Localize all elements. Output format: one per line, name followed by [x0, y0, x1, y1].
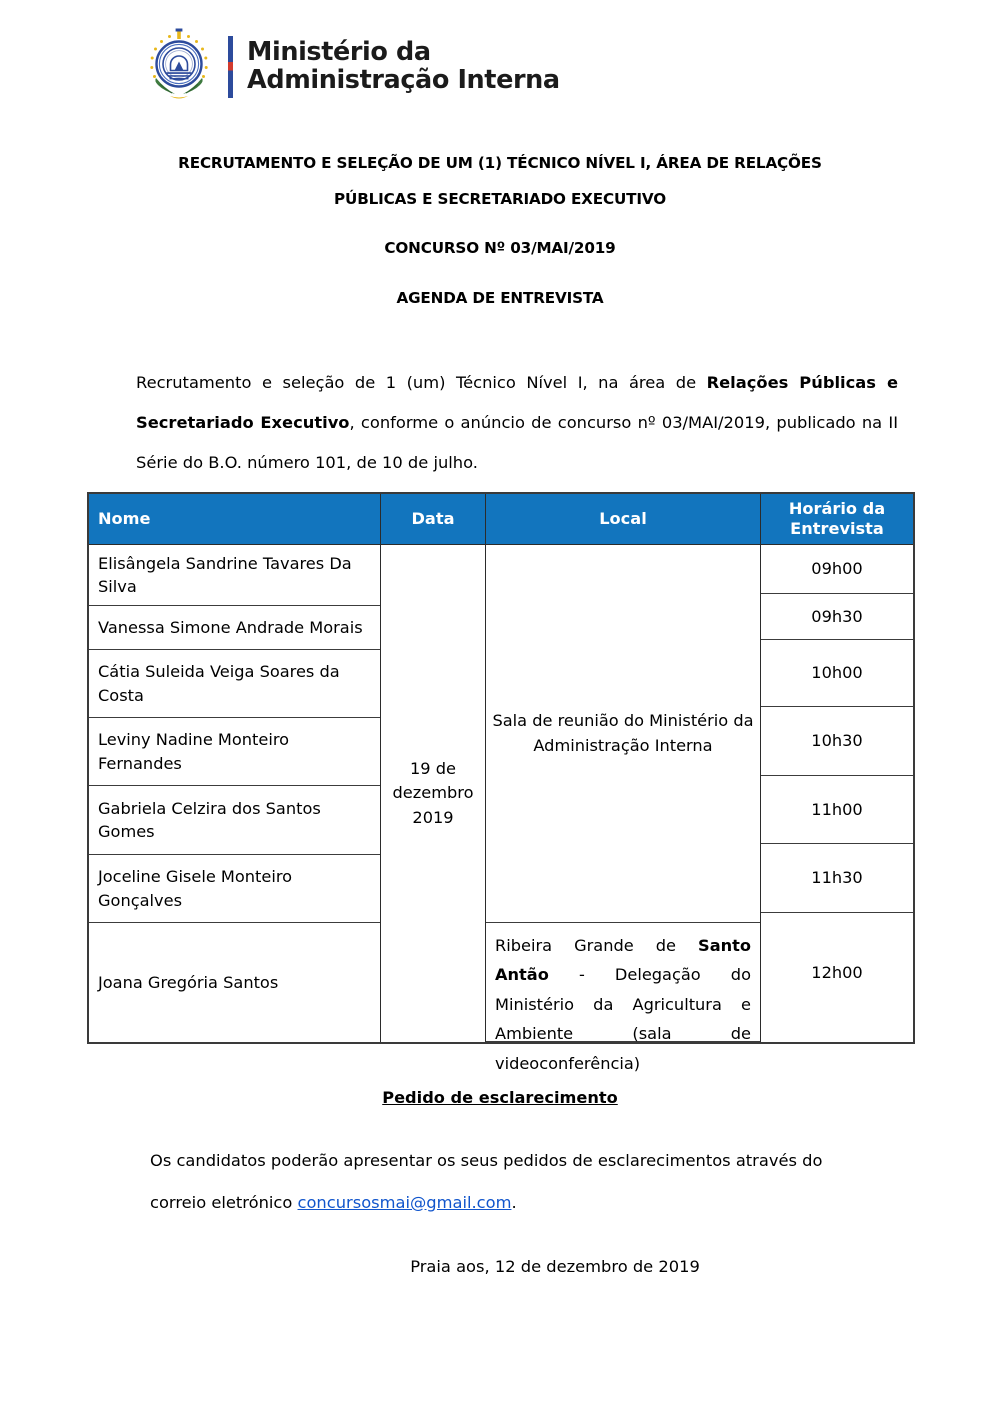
table-header-nome: Nome — [89, 494, 380, 545]
ministry-logo-block — [140, 26, 560, 108]
table-row: Vanessa Simone Andrade Morais — [89, 606, 380, 650]
table-cell-time: 10h00 — [761, 640, 913, 707]
footer-date-line: Praia aos, 12 de dezembro de 2019 — [410, 1257, 700, 1276]
table-cell-time: 10h30 — [761, 707, 913, 776]
title-concurso-number: CONCURSO Nº 03/MAI/2019 — [384, 239, 616, 258]
footer-heading — [86, 1088, 914, 1107]
ministry-name-line1: Ministério da — [247, 37, 431, 68]
cape-verde-ministry-emblem-icon — [140, 28, 218, 106]
ministry-name-line2: Administração Interna — [247, 65, 560, 95]
table-column-local — [486, 494, 761, 1073]
table-cell-local-secondary — [486, 923, 760, 1073]
local-secondary-part2: - Delegação do Ministério da Agricultura e Ambiente (sala de videoconferência) — [495, 965, 751, 1073]
footer-para-part2: . — [511, 1192, 517, 1212]
document-title-block — [86, 146, 914, 317]
ministry-name — [247, 39, 560, 94]
table-cell-time: 11h00 — [761, 776, 913, 844]
footer-paragraph — [150, 1140, 850, 1223]
title-line-1: RECRUTAMENTO E SELEÇÃO DE UM (1) TÉCNICO NÍVEL I, ÁREA DE RELAÇÕES — [178, 154, 822, 172]
table-cell-time: 09h30 — [761, 594, 913, 640]
intro-paragraph — [136, 363, 898, 483]
intro-bold-role: Relações Públicas e Secretariado Executivo — [136, 373, 898, 432]
table-cell-local-primary: Sala de reunião do Ministério da Administração Interna — [486, 545, 760, 923]
table-cell-time: 11h30 — [761, 844, 913, 913]
table-header-data: Data — [381, 494, 485, 545]
title-agenda: AGENDA DE ENTREVISTA — [396, 289, 604, 308]
table-row: Cátia Suleida Veiga Soares da Costa — [89, 650, 380, 718]
logo-divider — [228, 36, 233, 98]
table-column-horario — [761, 494, 913, 1042]
table-header-horario: Horário da Entrevista — [761, 494, 913, 545]
table-row: Joceline Gisele Monteiro Gonçalves — [89, 855, 380, 923]
table-column-data — [381, 494, 486, 1042]
footer-heading-text: Pedido de esclarecimento — [382, 1088, 618, 1107]
table-row: Leviny Nadine Monteiro Fernandes — [89, 718, 380, 786]
table-cell-data-value: 19 de dezembro 2019 — [392, 759, 474, 827]
email-link[interactable]: concursosmai@gmail.com — [297, 1192, 512, 1212]
agenda-table — [87, 492, 915, 1073]
local-secondary-part1: Ribeira Grande de — [495, 936, 699, 955]
table-row: Gabriela Celzira dos Santos Gomes — [89, 786, 380, 855]
intro-text-part2: , conforme o anúncio de concurso nº 03/MAI/2019, publicado na II Série do B.O. número 101, de 10 de julho. — [136, 412, 898, 472]
table-row: Elisângela Sandrine Tavares Da Silva — [89, 545, 380, 606]
footer-para-part1: Os candidatos poderão apresentar os seus pedidos de esclarecimentos através do correio eletrónico — [150, 1151, 823, 1212]
title-line-2: PÚBLICAS E SECRETARIADO EXECUTIVO — [334, 189, 666, 208]
table-header-local: Local — [486, 494, 760, 545]
table-column-nome — [89, 494, 381, 1042]
local-secondary-bold: Santo Antão — [495, 936, 751, 985]
intro-text-part1: Recrutamento e seleção de 1 (um) Técnico Nível I, na área de — [136, 373, 707, 392]
table-cell-time: 12h00 — [811, 962, 863, 982]
table-row: Joana Gregória Santos — [98, 972, 279, 992]
table-cell-time: 09h00 — [761, 545, 913, 594]
